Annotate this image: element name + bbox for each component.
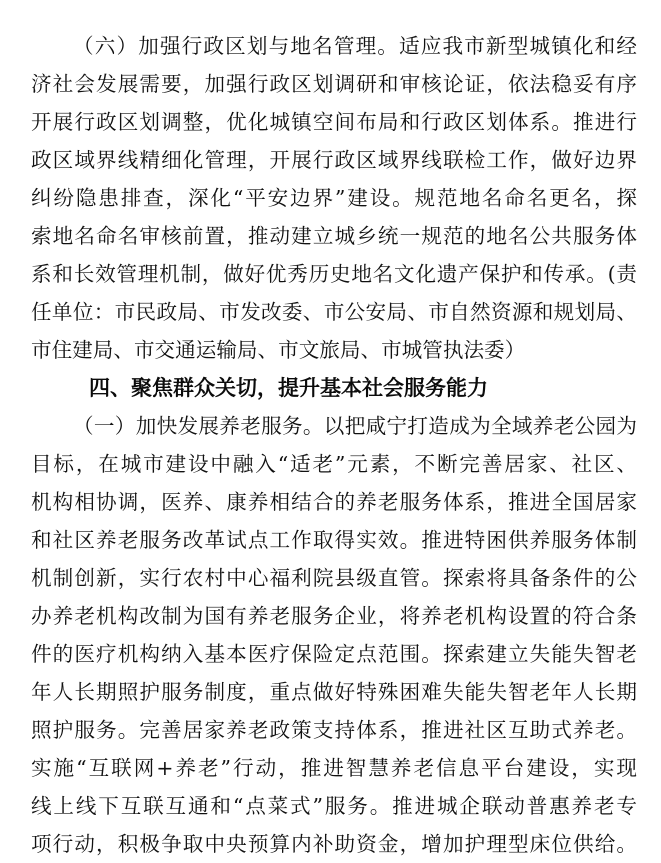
paragraph-line: 办养老机构改制为国有养老服务企业，将养老机构设置的符合条 xyxy=(31,604,637,628)
paragraph-line: 件的医疗机构纳入基本医疗保险定点范围。探索建立失能失智老 xyxy=(31,642,637,666)
document-page xyxy=(31,0,637,861)
paragraph-line: 照护服务。完善居家养老政策支持体系，推进社区互助式养老。 xyxy=(31,718,637,742)
paragraph-line: 年人长期照护服务制度，重点做好特殊困难失能失智老年人长期 xyxy=(31,680,637,704)
paragraph-line: 系和长效管理机制，做好优秀历史地名文化遗产保护和传承。(责 xyxy=(31,262,637,286)
paragraph-line: 任单位：市民政局、市发改委、市公安局、市自然资源和规划局、 xyxy=(31,300,637,324)
paragraph-line: 开展行政区划调整，优化城镇空间布局和行政区划体系。推进行 xyxy=(31,110,637,134)
paragraph-line: 市住建局、市交通运输局、市文旅局、市城管执法委） xyxy=(31,338,526,362)
paragraph-line: 实施“互联网+养老”行动，推进智慧养老信息平台建设，实现 xyxy=(31,756,637,780)
paragraph-line: 政区域界线精细化管理，开展行政区域界线联检工作，做好边界 xyxy=(31,148,637,172)
section-heading: 四、聚焦群众关切，提升基本社会服务能力 xyxy=(89,376,488,400)
paragraph-line: 目标，在城市建设中融入“适老”元素，不断完善居家、社区、 xyxy=(31,452,637,476)
paragraph-line: 线上线下互联互通和“点菜式”服务。推进城企联动普惠养老专 xyxy=(31,794,637,818)
paragraph-line: （一）加快发展养老服务。以把咸宁打造成为全域养老公园为 xyxy=(73,414,637,438)
paragraph-line: 机构相协调，医养、康养相结合的养老服务体系，推进全国居家 xyxy=(31,490,637,514)
paragraph-line: （六）加强行政区划与地名管理。适应我市新型城镇化和经 xyxy=(73,34,637,58)
paragraph-line: 项行动，积极争取中央预算内补助资金，增加护理型床位供给。 xyxy=(31,832,637,856)
paragraph-line: 纠纷隐患排查，深化“平安边界”建设。规范地名命名更名，探 xyxy=(31,186,637,210)
paragraph-line: 和社区养老服务改革试点工作取得实效。推进特困供养服务体制 xyxy=(31,528,637,552)
paragraph-line: 济社会发展需要，加强行政区划调研和审核论证，依法稳妥有序 xyxy=(31,72,637,96)
paragraph-line: 索地名命名审核前置，推动建立城乡统一规范的地名公共服务体 xyxy=(31,224,637,248)
paragraph-line: 机制创新，实行农村中心福利院县级直管。探索将具备条件的公 xyxy=(31,566,637,590)
